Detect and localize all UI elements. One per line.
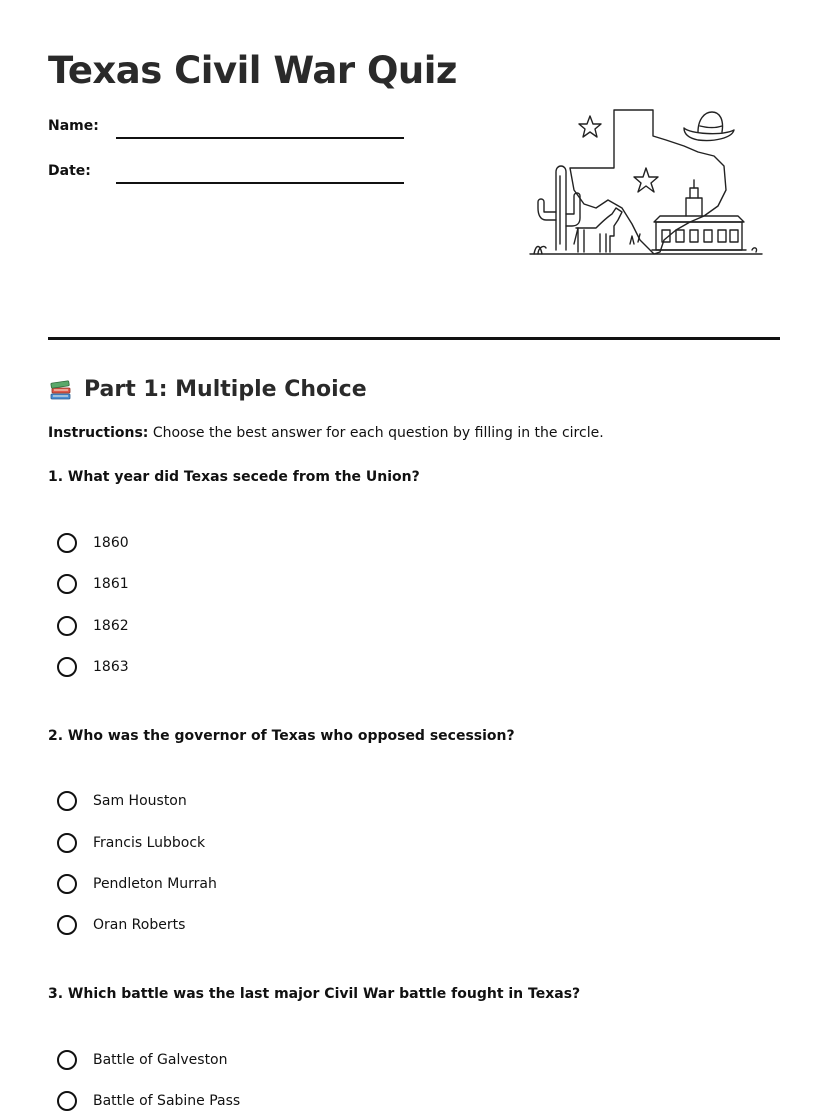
answer-option[interactable] xyxy=(57,1089,240,1113)
courthouse-icon xyxy=(652,180,746,250)
answer-option[interactable] xyxy=(57,614,129,638)
question-text: 3. Which battle was the last major Civil War battle fought in Texas? xyxy=(48,986,581,1002)
option-label: Battle of Galveston xyxy=(93,1052,228,1068)
option-label: Battle of Sabine Pass xyxy=(93,1093,241,1109)
radio-button[interactable] xyxy=(57,791,77,811)
radio-button[interactable] xyxy=(57,1091,77,1111)
star-icon xyxy=(634,168,658,192)
radio-button[interactable] xyxy=(57,657,77,677)
instructions-text: Choose the best answer for each question by filling in the circle. xyxy=(152,425,604,441)
texas-illustration xyxy=(526,104,766,264)
option-label: 1863 xyxy=(93,659,129,675)
answer-option[interactable] xyxy=(57,913,185,937)
radio-button[interactable] xyxy=(57,574,77,594)
answer-option[interactable] xyxy=(57,655,129,679)
answer-option[interactable] xyxy=(57,1048,228,1072)
instructions xyxy=(48,425,604,441)
horse-icon xyxy=(574,208,622,252)
radio-button[interactable] xyxy=(57,1050,77,1070)
answer-option[interactable] xyxy=(57,831,205,855)
name-field[interactable] xyxy=(116,137,404,139)
answer-option[interactable] xyxy=(57,572,129,596)
section-heading xyxy=(48,374,367,404)
answer-option[interactable] xyxy=(57,531,129,555)
section-title: Part 1: Multiple Choice xyxy=(84,376,367,402)
option-label: Oran Roberts xyxy=(93,917,186,933)
radio-button[interactable] xyxy=(57,915,77,935)
radio-button[interactable] xyxy=(57,616,77,636)
instructions-label: Instructions: xyxy=(48,425,149,441)
radio-button[interactable] xyxy=(57,533,77,553)
option-label: Pendleton Murrah xyxy=(93,876,217,892)
date-field[interactable] xyxy=(116,182,404,184)
question-text: 2. Who was the governor of Texas who opposed secession? xyxy=(48,728,515,744)
option-label: Sam Houston xyxy=(93,793,187,809)
option-label: 1862 xyxy=(93,618,129,634)
answer-option[interactable] xyxy=(57,872,217,896)
star-icon xyxy=(579,116,601,137)
page-title: Texas Civil War Quiz xyxy=(48,49,457,92)
question-text: 1. What year did Texas secede from the Union? xyxy=(48,469,420,485)
option-label: 1861 xyxy=(93,576,129,592)
answer-option[interactable] xyxy=(57,789,187,813)
cowboy-hat-icon xyxy=(684,112,734,141)
cactus-icon xyxy=(538,166,580,250)
books-icon xyxy=(48,376,74,402)
radio-button[interactable] xyxy=(57,874,77,894)
texas-map-outline xyxy=(570,110,726,254)
section-divider xyxy=(48,337,780,340)
radio-button[interactable] xyxy=(57,833,77,853)
option-label: 1860 xyxy=(93,535,129,551)
option-label: Francis Lubbock xyxy=(93,835,206,851)
date-label: Date: xyxy=(48,163,91,179)
name-label: Name: xyxy=(48,118,99,134)
